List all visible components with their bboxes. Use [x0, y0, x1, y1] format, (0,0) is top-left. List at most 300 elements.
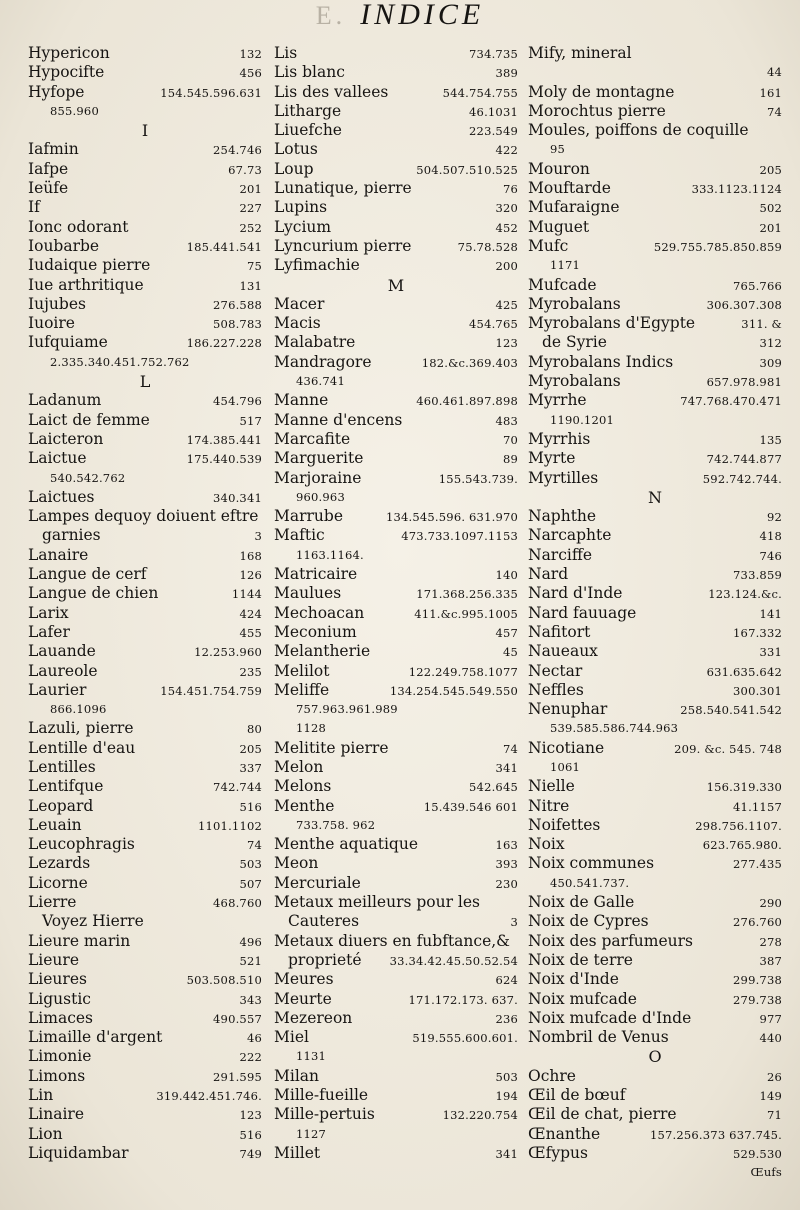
- entry-page-refs: 74: [766, 104, 782, 119]
- entry-term: Cauteres: [288, 912, 360, 931]
- entry-term: Lezards: [28, 854, 91, 873]
- entry-page-refs: 456: [239, 66, 262, 81]
- entry-term: Voyez Hierre: [42, 912, 144, 931]
- index-entry: [274, 333, 518, 352]
- entry-page-refs: 174.385.441: [186, 432, 262, 447]
- index-entry: [28, 1067, 262, 1086]
- entry-page-refs: 483: [495, 413, 518, 428]
- index-entry: [28, 1105, 262, 1124]
- index-entry: [274, 121, 518, 140]
- entry-page-refs: 156.319.330: [706, 780, 782, 795]
- index-entry: [274, 1125, 518, 1144]
- entry-term: Moules, poiffons de coquille: [528, 121, 749, 140]
- index-entry: [28, 816, 262, 835]
- index-entry: [528, 777, 782, 796]
- entry-term: Meconium: [274, 622, 357, 641]
- entry-page-refs: 123: [495, 336, 518, 351]
- index-entry: [28, 526, 262, 545]
- index-entry: [274, 584, 518, 603]
- entry-page-refs: 503: [495, 1069, 518, 1084]
- entry-page-refs: 155.543.739.: [438, 471, 518, 486]
- entry-term: Limaille d'argent: [28, 1028, 163, 1047]
- entry-page-refs: 252: [239, 220, 262, 235]
- entry-page-refs: 749: [239, 1146, 262, 1161]
- entry-page-refs: 26: [766, 1069, 782, 1084]
- entry-term: Meures: [274, 970, 334, 989]
- entry-term: Nicotiane: [528, 738, 605, 757]
- index-entry: [274, 295, 518, 314]
- entry-page-refs: 126: [239, 568, 262, 583]
- index-entry: [274, 256, 518, 275]
- entry-page-refs: 331: [759, 645, 782, 660]
- entry-term: Mechoacan: [274, 603, 365, 622]
- entry-term: Narcaphte: [528, 526, 612, 545]
- index-entry: [528, 681, 782, 700]
- entry-page-refs: 1061: [550, 759, 581, 774]
- index-entry: [528, 874, 782, 893]
- entry-page-refs: 337: [239, 760, 262, 775]
- entry-term: Myrobalans: [528, 294, 621, 313]
- index-entry: [274, 797, 518, 816]
- entry-page-refs: 74: [246, 838, 262, 853]
- entry-page-refs: 46.1031: [469, 104, 518, 119]
- entry-term: Laict de femme: [28, 410, 150, 429]
- entry-term: de Syrie: [542, 333, 607, 352]
- index-entry: [28, 430, 262, 449]
- entry-page-refs: 502: [759, 201, 782, 216]
- entry-page-refs: 277.435: [733, 857, 782, 872]
- index-entry: [274, 546, 518, 565]
- entry-page-refs: 123.124.&c.: [708, 587, 782, 602]
- entry-page-refs: 300.301: [733, 683, 782, 698]
- entry-term: Marguerite: [274, 449, 364, 468]
- index-entry: [28, 237, 262, 256]
- entry-page-refs: 171.172.173. 637.: [408, 992, 518, 1007]
- entry-term: Macis: [274, 314, 321, 333]
- entry-term: Nielle: [528, 777, 575, 796]
- entry-page-refs: 67.73: [228, 162, 262, 177]
- index-entry: [274, 604, 518, 623]
- entry-page-refs: 278: [759, 934, 782, 949]
- entry-page-refs: 141: [759, 606, 782, 621]
- entry-term: Mezereon: [274, 1008, 353, 1027]
- section-letter: [528, 1047, 782, 1066]
- entry-term: Menthe: [274, 796, 335, 815]
- index-entry: [28, 179, 262, 198]
- entry-term: proprieté: [288, 950, 362, 969]
- entry-page-refs: 340.341: [213, 490, 262, 505]
- entry-page-refs: 539.585.586.744.963: [550, 721, 679, 736]
- entry-term: Lycium: [274, 217, 332, 236]
- entry-page-refs: 71: [766, 1108, 782, 1123]
- entry-page-refs: 516: [239, 1127, 262, 1142]
- entry-page-refs: 291.595: [213, 1069, 262, 1084]
- entry-term: Lin: [28, 1086, 54, 1105]
- entry-page-refs: 135: [759, 432, 782, 447]
- entry-term: Lieure: [28, 950, 79, 969]
- entry-term: Mufaraigne: [528, 198, 620, 217]
- index-entry: [274, 835, 518, 854]
- entry-term: Melitite pierre: [274, 738, 389, 757]
- entry-page-refs: 227: [239, 201, 262, 216]
- index-entry: [274, 816, 518, 835]
- entry-page-refs: 80: [246, 722, 262, 737]
- section-letter: [528, 488, 782, 507]
- index-entry: [274, 1009, 518, 1028]
- entry-term: Iue arthritique: [28, 275, 144, 294]
- entry-term: Millet: [274, 1143, 321, 1162]
- entry-page-refs: 623.765.980.: [702, 838, 782, 853]
- entry-page-refs: 134.254.545.549.550: [389, 683, 518, 698]
- index-entry: [528, 160, 782, 179]
- entry-term: Nenuphar: [528, 700, 608, 719]
- entry-page-refs: 529.530: [733, 1146, 782, 1161]
- entry-term: Lis blanc: [274, 63, 345, 82]
- entry-page-refs: 542.645: [469, 780, 518, 795]
- entry-page-refs: 496: [239, 934, 262, 949]
- index-entry: [528, 893, 782, 912]
- entry-term: Marcafite: [274, 429, 351, 448]
- entry-page-refs: 460.461.897.898: [416, 394, 518, 409]
- index-entry: [528, 642, 782, 661]
- index-entry: [274, 449, 518, 468]
- entry-page-refs: 319.442.451.746.: [156, 1089, 262, 1104]
- entry-page-refs: 452: [495, 220, 518, 235]
- index-entry: [274, 1144, 518, 1163]
- entry-page-refs: 70: [502, 432, 518, 447]
- index-entry: [528, 179, 782, 198]
- entry-page-refs: 154.451.754.759: [160, 683, 262, 698]
- entry-term: Larix: [28, 603, 69, 622]
- entry-term: Lion: [28, 1124, 63, 1143]
- entry-page-refs: 132: [239, 47, 262, 61]
- index-entry: [528, 584, 782, 603]
- entry-page-refs: 517: [239, 413, 262, 428]
- entry-term: Marrube: [274, 507, 344, 526]
- index-entry: [274, 1067, 518, 1086]
- index-entry: [274, 739, 518, 758]
- entry-term: Mercuriale: [274, 873, 361, 892]
- index-entry: [274, 623, 518, 642]
- entry-page-refs: 76: [502, 182, 518, 197]
- entry-term: Limaces: [28, 1008, 93, 1027]
- index-entry: [274, 353, 518, 372]
- entry-term: Manne: [274, 391, 329, 410]
- entry-page-refs: 92: [766, 510, 782, 525]
- entry-term: garnies: [42, 526, 101, 545]
- entry-term: Lazuli, pierre: [28, 719, 134, 738]
- index-column-3: [528, 44, 782, 1204]
- index-entry: [28, 662, 262, 681]
- index-entry: [28, 160, 262, 179]
- entry-term: Myrtilles: [528, 468, 599, 487]
- entry-page-refs: 455: [239, 625, 262, 640]
- entry-page-refs: 1128: [296, 721, 327, 736]
- entry-page-refs: 205: [239, 741, 262, 756]
- section-letter-label: M: [387, 275, 405, 295]
- entry-page-refs: 2.335.340.451.752.762: [50, 354, 190, 369]
- entry-term: Naphthe: [528, 507, 597, 526]
- index-entry: [528, 990, 782, 1009]
- index-entry: [528, 469, 782, 488]
- entry-page-refs: 393: [495, 857, 518, 872]
- index-entry: [528, 140, 782, 159]
- index-entry: [528, 1125, 782, 1144]
- index-entry: [274, 430, 518, 449]
- index-entry: [528, 353, 782, 372]
- entry-page-refs: 468.760: [213, 896, 262, 911]
- index-entry: [28, 256, 262, 275]
- index-entry: [28, 912, 262, 931]
- index-entry: [28, 700, 262, 719]
- entry-term: Limons: [28, 1066, 86, 1085]
- index-entry: [28, 1009, 262, 1028]
- entry-term: Laurier: [28, 680, 87, 699]
- section-letter: [28, 372, 262, 391]
- entry-page-refs: 45: [502, 645, 518, 660]
- index-column-1: [28, 44, 262, 1204]
- entry-term: Noix d'Inde: [528, 970, 619, 989]
- entry-term: Nard d'Inde: [528, 584, 623, 603]
- entry-page-refs: 299.738: [733, 973, 782, 988]
- index-entry: [28, 507, 262, 526]
- index-entry: [28, 488, 262, 507]
- entry-page-refs: 168: [239, 548, 262, 563]
- index-entry: [528, 83, 782, 102]
- index-entry: [528, 314, 782, 333]
- entry-term: Noix de terre: [528, 950, 633, 969]
- entry-term: Nard fauuage: [528, 603, 637, 622]
- entry-page-refs: 657.978.981: [706, 375, 782, 390]
- entry-page-refs: 389: [495, 66, 518, 81]
- entry-page-refs: 235: [239, 664, 262, 679]
- section-letter-label: I: [141, 121, 149, 141]
- index-entry: [274, 198, 518, 217]
- entry-page-refs: 223.549: [469, 124, 518, 139]
- index-entry: [28, 276, 262, 295]
- index-entry: [528, 295, 782, 314]
- index-entry: [28, 1028, 262, 1047]
- index-entry: [528, 854, 782, 873]
- index-entry: [528, 912, 782, 931]
- entry-page-refs: 1101.1102: [198, 818, 262, 833]
- entry-term: Mouftarde: [528, 179, 611, 198]
- entry-page-refs: 149: [759, 1089, 782, 1104]
- entry-page-refs: 205: [759, 162, 782, 177]
- entry-term: Hypericon: [28, 44, 110, 62]
- entry-page-refs: 746: [759, 548, 782, 563]
- entry-page-refs: 742.744.877: [706, 452, 782, 467]
- entry-term: Manne d'encens: [274, 410, 403, 429]
- entry-term: Myrobalans d'Egypte: [528, 314, 696, 333]
- entry-page-refs: 457: [495, 625, 518, 640]
- entry-page-refs: 309: [759, 355, 782, 370]
- page-title: INDICE: [360, 0, 485, 31]
- entry-page-refs: 290: [759, 896, 782, 911]
- entry-term: Litharge: [274, 101, 342, 120]
- entry-page-refs: 222: [239, 1050, 262, 1065]
- header-faint-letter: E.: [315, 1, 347, 30]
- entry-page-refs: 507: [239, 876, 262, 891]
- entry-term: Naueaux: [528, 642, 598, 661]
- entry-page-refs: 1131: [296, 1049, 327, 1064]
- entry-page-refs: 279.738: [733, 992, 782, 1007]
- entry-page-refs: 747.768.470.471: [680, 394, 782, 409]
- index-entry: [274, 507, 518, 526]
- index-column-2: [274, 44, 518, 1204]
- entry-term: Hyfope: [28, 82, 85, 101]
- page-header: [0, 0, 800, 32]
- entry-term: Mille-pertuis: [274, 1105, 375, 1124]
- index-entry: [28, 63, 262, 82]
- entry-term: Moly de montagne: [528, 82, 675, 101]
- entry-page-refs: 387: [759, 953, 782, 968]
- index-entry: [28, 353, 262, 372]
- entry-term: Lentifque: [28, 777, 104, 796]
- entry-term: Melantherie: [274, 642, 371, 661]
- index-entry: [28, 797, 262, 816]
- entry-term: Melon: [274, 757, 324, 776]
- entry-page-refs: 733.758. 962: [296, 817, 376, 832]
- entry-term: Neffles: [528, 680, 584, 699]
- index-entry: [274, 719, 518, 738]
- entry-term: Malabatre: [274, 333, 356, 352]
- index-entry: [274, 662, 518, 681]
- entry-term: Myrobalans Indics: [528, 352, 674, 371]
- entry-page-refs: 765.766: [733, 278, 782, 293]
- index-entry: [528, 1144, 782, 1163]
- index-entry: [28, 44, 262, 63]
- index-entry: [28, 777, 262, 796]
- entry-term: Lyncurium pierre: [274, 236, 412, 255]
- entry-page-refs: 631.635.642: [706, 664, 782, 679]
- index-entry: [274, 160, 518, 179]
- entry-term: Lieure marin: [28, 931, 131, 950]
- index-entry: [274, 314, 518, 333]
- entry-page-refs: 185.441.541: [186, 239, 262, 254]
- entry-page-refs: 41.1157: [733, 799, 782, 814]
- index-entry: [28, 469, 262, 488]
- entry-page-refs: 161: [759, 85, 782, 100]
- entry-page-refs: 411.&c.995.1005: [414, 606, 518, 621]
- entry-page-refs: 74: [502, 741, 518, 756]
- entry-page-refs: 436.741: [296, 374, 345, 389]
- entry-term: Meliffe: [274, 680, 330, 699]
- index-entry: [274, 1086, 518, 1105]
- entry-term: Lentille d'eau: [28, 738, 136, 757]
- entry-term: Noix mufcade: [528, 989, 637, 1008]
- index-entry: [274, 854, 518, 873]
- entry-page-refs: 855.960: [50, 103, 99, 118]
- entry-page-refs: 123: [239, 1108, 262, 1123]
- entry-page-refs: 131: [239, 278, 262, 293]
- entry-page-refs: 46: [246, 1031, 262, 1046]
- entry-term: Noix mufcade d'Inde: [528, 1008, 692, 1027]
- entry-term: Iudaique pierre: [28, 256, 151, 275]
- index-entry: [28, 642, 262, 661]
- entry-page-refs: 529.755.785.850.859: [653, 239, 782, 254]
- entry-term: Leucophragis: [28, 835, 135, 854]
- index-entry: [274, 83, 518, 102]
- entry-term: Ligustic: [28, 989, 91, 1008]
- entry-term: Œfypus: [528, 1143, 588, 1162]
- entry-term: Lunatique, pierre: [274, 179, 412, 198]
- entry-term: Miel: [274, 1028, 309, 1047]
- index-entry: [28, 681, 262, 700]
- entry-page-refs: 209. &c. 545. 748: [674, 741, 782, 756]
- entry-term: Ieüfe: [28, 179, 69, 198]
- entry-term: Metaux meilleurs pour les: [274, 893, 481, 912]
- entry-page-refs: 95: [550, 142, 566, 157]
- entry-term: If: [28, 198, 40, 217]
- entry-term: Mufc: [528, 236, 569, 255]
- entry-term: Liuefche: [274, 121, 342, 140]
- entry-page-refs: 343: [239, 992, 262, 1007]
- entry-page-refs: 440: [759, 1031, 782, 1046]
- entry-term: Leuain: [28, 815, 82, 834]
- entry-term: Myrrhis: [528, 429, 591, 448]
- section-letter-label: L: [139, 372, 151, 392]
- entry-term: Langue de chien: [28, 584, 159, 603]
- entry-page-refs: 473.733.1097.1153: [401, 529, 518, 544]
- entry-page-refs: 75.78.528: [457, 239, 518, 254]
- index-entry: [274, 218, 518, 237]
- entry-term: Mouron: [528, 159, 590, 178]
- entry-term: Iafmin: [28, 140, 79, 159]
- entry-term: Langue de cerf: [28, 565, 147, 584]
- entry-page-refs: 171.368.256.335: [416, 587, 518, 602]
- index-entry: [528, 970, 782, 989]
- index-entry: [528, 565, 782, 584]
- section-letter: [28, 121, 262, 140]
- entry-term: Leopard: [28, 796, 94, 815]
- entry-page-refs: 1190.1201: [550, 412, 614, 427]
- index-entry: [274, 1047, 518, 1066]
- index-entry: [28, 83, 262, 102]
- index-entry: [28, 874, 262, 893]
- entry-term: Narciffe: [528, 545, 593, 564]
- entry-page-refs: 503.508.510: [186, 973, 262, 988]
- entry-page-refs: 454.765: [469, 317, 518, 332]
- index-entry: [28, 102, 262, 121]
- entry-page-refs: 424: [239, 606, 262, 621]
- entry-page-refs: 450.541.737.: [550, 875, 630, 890]
- section-letter-label: N: [648, 487, 662, 507]
- entry-term: Lupins: [274, 198, 328, 217]
- entry-page-refs: 312: [759, 336, 782, 351]
- entry-page-refs: 490.557: [213, 1011, 262, 1026]
- entry-page-refs: 540.542.762: [50, 470, 126, 485]
- index-entry: [28, 854, 262, 873]
- entry-term: Noix de Galle: [528, 893, 635, 912]
- entry-page-refs: 194: [495, 1089, 518, 1104]
- entry-page-refs: 15.439.546 601: [423, 799, 518, 814]
- entry-page-refs: 122.249.758.1077: [408, 664, 518, 679]
- index-entry: [274, 970, 518, 989]
- index-entry: [274, 526, 518, 545]
- entry-page-refs: 624: [495, 973, 518, 988]
- entry-page-refs: 201: [239, 182, 262, 197]
- index-entry: [274, 893, 518, 912]
- entry-term: Limonie: [28, 1047, 92, 1066]
- entry-term: Lieures: [28, 970, 87, 989]
- index-entry: [528, 700, 782, 719]
- index-entry: [528, 1028, 782, 1047]
- entry-page-refs: 298.756.1107.: [695, 818, 782, 833]
- index-entry: [28, 758, 262, 777]
- index-entry: [28, 391, 262, 410]
- entry-page-refs: 504.507.510.525: [416, 162, 518, 177]
